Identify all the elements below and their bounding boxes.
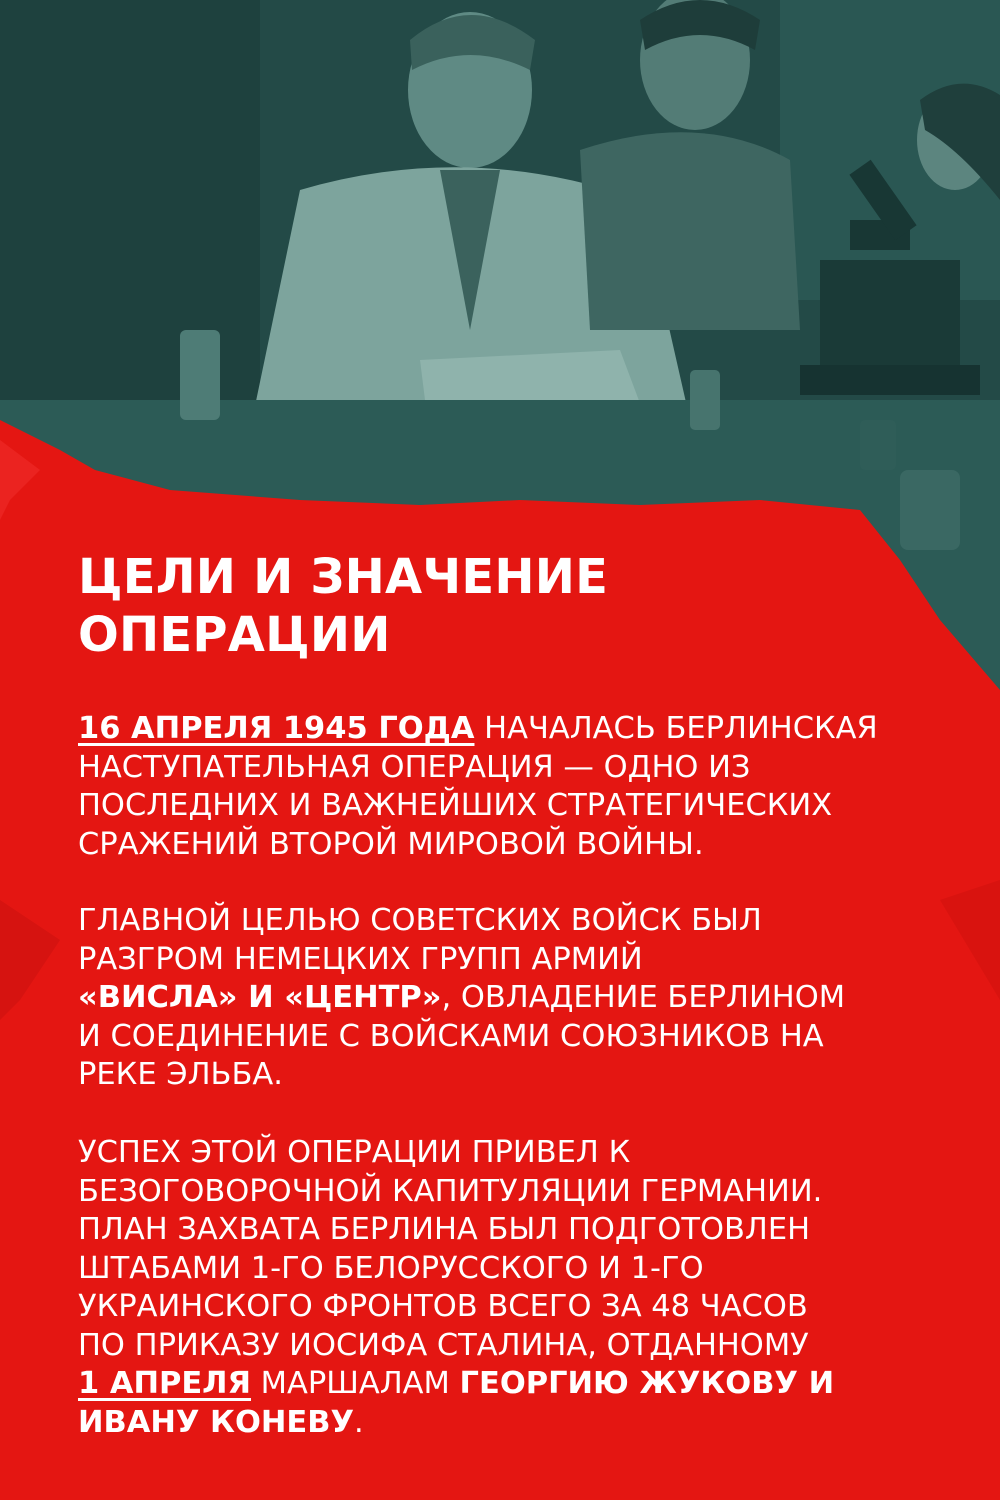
paragraph-success	[78, 1134, 958, 1442]
p2-line3-rest: , ОВЛАДЕНИЕ БЕРЛИНОМ	[441, 980, 846, 1015]
p3-line5: УКРАИНСКОГО ФРОНТОВ ВСЕГО ЗА 48 ЧАСОВ	[78, 1289, 808, 1324]
p1-line4: СРАЖЕНИЙ ВТОРОЙ МИРОВОЙ ВОЙНЫ.	[78, 826, 704, 862]
p3-line6: ПО ПРИКАЗУ ИОСИФА СТАЛИНА, ОТДАННОМУ	[78, 1327, 809, 1363]
p2-line5: РЕКЕ ЭЛЬБА.	[78, 1057, 283, 1092]
p3-line4: ШТАБАМИ 1-ГО БЕЛОРУССКОГО И 1-ГО	[78, 1250, 704, 1286]
title-line-1: ЦЕЛИ И ЗНАЧЕНИЕ	[78, 549, 609, 605]
p1-line1-rest: НАЧАЛАСЬ БЕРЛИНСКАЯ	[474, 711, 878, 746]
p1-line3: ПОСЛЕДНИХ И ВАЖНЕЙШИХ СТРАТЕГИЧЕСКИХ	[78, 788, 833, 823]
p3-end-period: .	[354, 1404, 364, 1440]
paragraph-main-goal	[78, 902, 958, 1095]
p2-line2: РАЗГРОМ НЕМЕЦКИХ ГРУПП АРМИЙ	[78, 941, 643, 977]
p3-line3: ПЛАН ЗАХВАТА БЕРЛИНА БЫЛ ПОДГОТОВЛЕН	[78, 1212, 811, 1247]
page-title	[78, 548, 938, 664]
p2-line1: ГЛАВНОЙ ЦЕЛЬЮ СОВЕТСКИХ ВОЙСК БЫЛ	[78, 903, 762, 938]
p3-line7-mid: МАРШАЛАМ	[250, 1366, 460, 1401]
p1-line2: НАСТУПАТЕЛЬНАЯ ОПЕРАЦИЯ — ОДНО ИЗ	[78, 749, 751, 785]
marshals-highlight-1: ГЕОРГИЮ ЖУКОВУ И	[459, 1366, 835, 1401]
army-groups-highlight: «ВИСЛА» И «ЦЕНТР»	[78, 980, 442, 1015]
title-line-2: ОПЕРАЦИИ	[78, 607, 391, 663]
p3-line1: УСПЕХ ЭТОЙ ОПЕРАЦИИ ПРИВЕЛ К	[78, 1135, 631, 1170]
date-highlight: 16 АПРЕЛЯ 1945 ГОДА	[78, 711, 475, 746]
paragraph-operation-start	[78, 710, 958, 864]
marshals-highlight-2: ИВАНУ КОНЕВУ	[78, 1404, 355, 1440]
p3-line2: БЕЗОГОВОРОЧНОЙ КАПИТУЛЯЦИИ ГЕРМАНИИ.	[78, 1173, 823, 1209]
order-date-highlight: 1 АПРЕЛЯ	[78, 1366, 251, 1401]
p2-line4: И СОЕДИНЕНИЕ С ВОЙСКАМИ СОЮЗНИКОВ НА	[78, 1018, 824, 1054]
